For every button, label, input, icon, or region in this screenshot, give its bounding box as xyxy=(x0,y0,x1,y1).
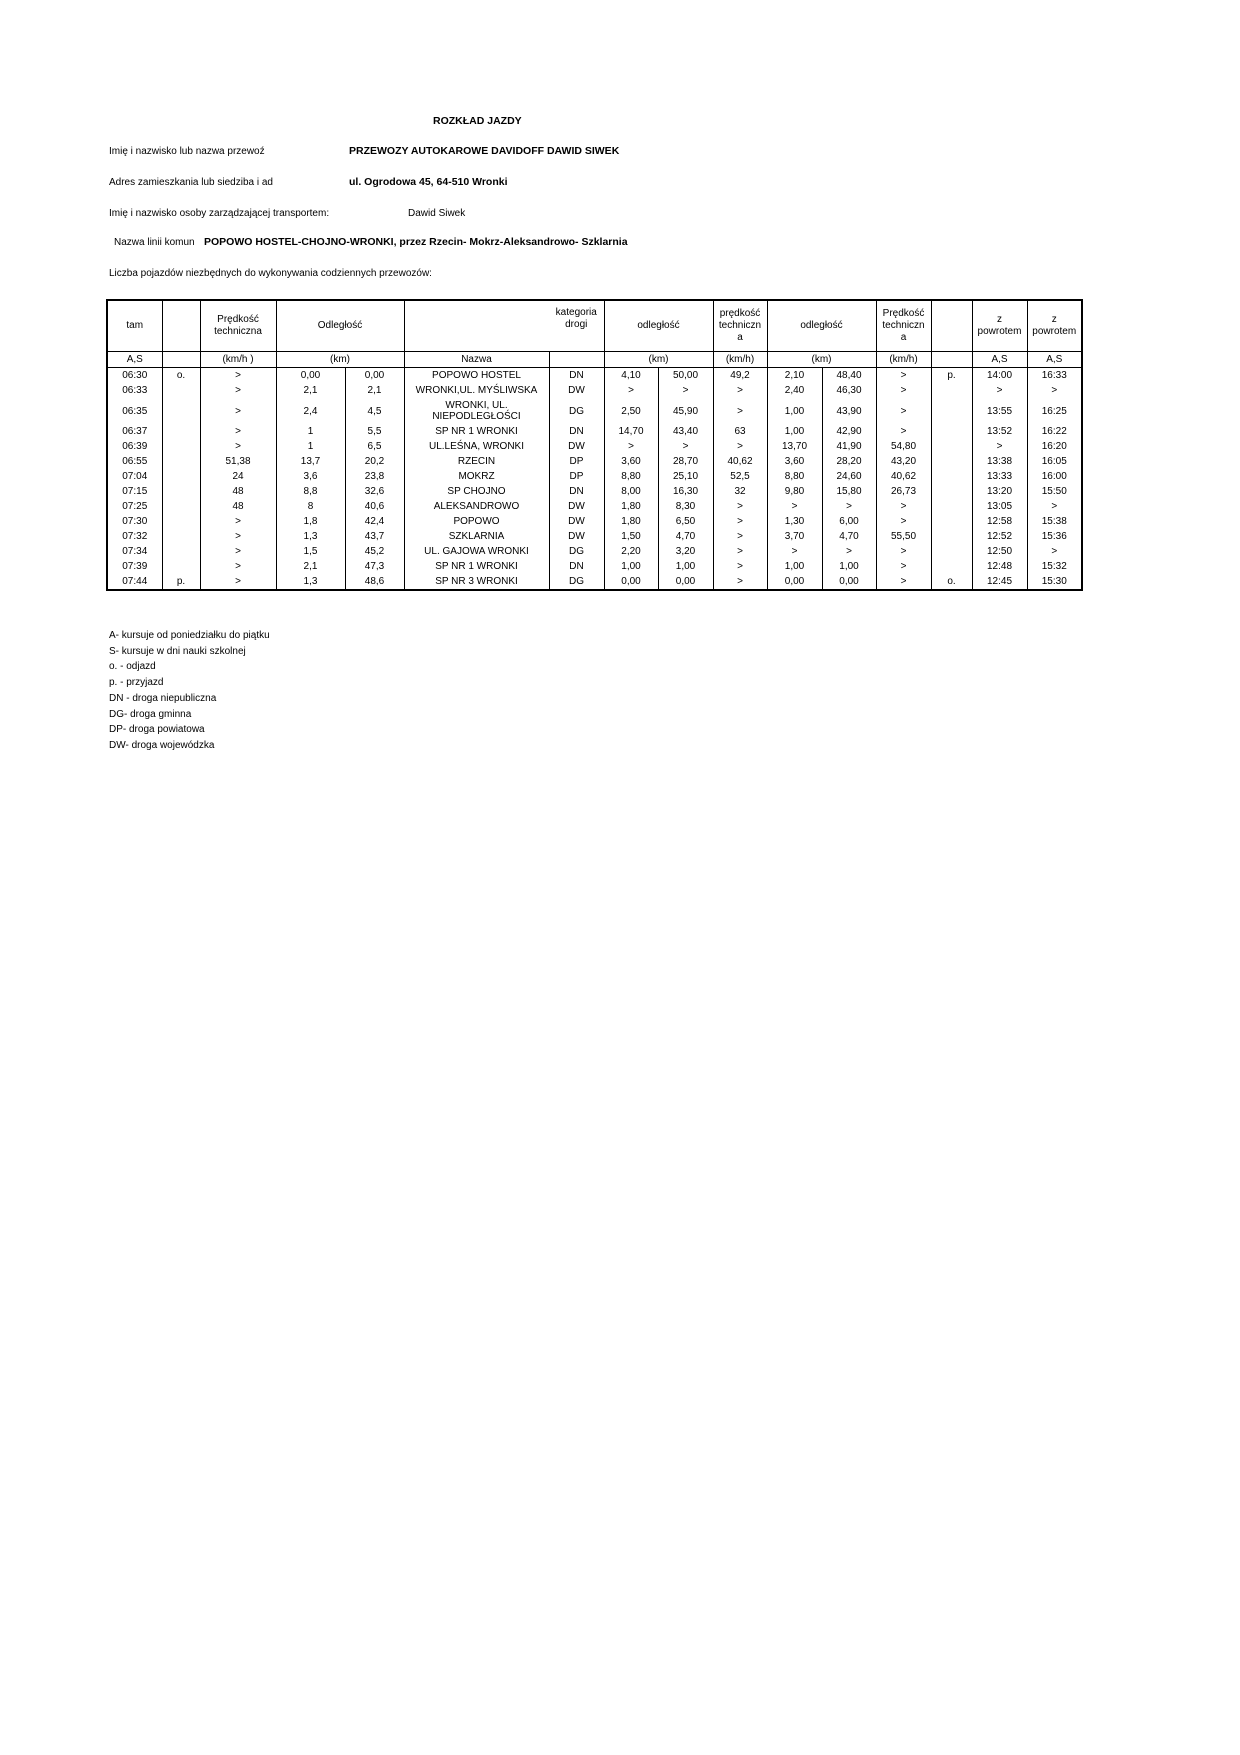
cumulative-distance-1: 40,6 xyxy=(345,499,404,514)
return-time-2: 16:33 xyxy=(1027,368,1082,384)
col-speed-2: prędkość techniczn a xyxy=(713,300,767,352)
legend-item: DP- droga powiatowa xyxy=(109,724,205,736)
address-label: Adres zamieszkania lub siedziba i ad xyxy=(109,177,273,188)
unit-blank-1 xyxy=(162,352,200,368)
segment-distance-3: > xyxy=(767,499,822,514)
segment-distance-1: 1 xyxy=(276,439,345,454)
segment-distance-1: 2,4 xyxy=(276,398,345,424)
stop-flag-2 xyxy=(931,559,972,574)
table-row xyxy=(107,529,1082,544)
segment-distance-1: 3,6 xyxy=(276,469,345,484)
segment-distance-2: 14,70 xyxy=(604,424,658,439)
timetable xyxy=(106,299,1083,591)
segment-distance-1: 1 xyxy=(276,424,345,439)
speed-1: 48 xyxy=(200,499,276,514)
stop-name: POPOWO xyxy=(404,514,549,529)
segment-distance-3: 1,00 xyxy=(767,398,822,424)
speed-1: > xyxy=(200,424,276,439)
cumulative-distance-3: > xyxy=(822,499,876,514)
stop-flag-1: o. xyxy=(162,368,200,384)
cumulative-distance-3: 28,20 xyxy=(822,454,876,469)
return-time-1: 12:50 xyxy=(972,544,1027,559)
table-row xyxy=(107,559,1082,574)
return-time-2: 15:36 xyxy=(1027,529,1082,544)
stop-flag-2 xyxy=(931,454,972,469)
speed-1: > xyxy=(200,514,276,529)
unit-kmh-2: (km/h) xyxy=(713,352,767,368)
cumulative-distance-1: 5,5 xyxy=(345,424,404,439)
address-row xyxy=(109,177,276,188)
cumulative-distance-1: 43,7 xyxy=(345,529,404,544)
manager-label: Imię i nazwisko osoby zarządzającej transportem: xyxy=(109,208,330,219)
return-time-2: 16:05 xyxy=(1027,454,1082,469)
table-row xyxy=(107,398,1082,424)
cumulative-distance-1: 45,2 xyxy=(345,544,404,559)
speed-1: > xyxy=(200,383,276,398)
road-category: DG xyxy=(549,544,604,559)
col-blank-1 xyxy=(162,300,200,352)
speed-1: 48 xyxy=(200,484,276,499)
cumulative-distance-1: 20,2 xyxy=(345,454,404,469)
return-time-1: 12:48 xyxy=(972,559,1027,574)
road-category: DW xyxy=(549,499,604,514)
departure-time: 07:04 xyxy=(107,469,162,484)
departure-time: 07:34 xyxy=(107,544,162,559)
table-row xyxy=(107,424,1082,439)
departure-time: 06:55 xyxy=(107,454,162,469)
speed-3: > xyxy=(876,544,931,559)
cumulative-distance-3: 48,40 xyxy=(822,368,876,384)
stop-flag-2 xyxy=(931,469,972,484)
table-row xyxy=(107,368,1082,384)
stop-flag-1 xyxy=(162,484,200,499)
departure-time: 06:35 xyxy=(107,398,162,424)
table-row xyxy=(107,499,1082,514)
cumulative-distance-2: 28,70 xyxy=(658,454,713,469)
legend-item: DG- droga gminna xyxy=(109,708,192,720)
speed-1: > xyxy=(200,544,276,559)
speed-3: > xyxy=(876,383,931,398)
header-row-1 xyxy=(107,300,1082,352)
stop-flag-2 xyxy=(931,499,972,514)
cumulative-distance-3: 41,90 xyxy=(822,439,876,454)
segment-distance-3: 8,80 xyxy=(767,469,822,484)
departure-time: 07:30 xyxy=(107,514,162,529)
col-tam: tam xyxy=(107,300,162,352)
speed-3: 43,20 xyxy=(876,454,931,469)
departure-time: 06:30 xyxy=(107,368,162,384)
timetable-body xyxy=(107,368,1082,591)
speed-3: > xyxy=(876,574,931,590)
table-row xyxy=(107,383,1082,398)
manager-value: Dawid Siwek xyxy=(408,208,466,219)
stop-flag-2 xyxy=(931,529,972,544)
return-time-2: 15:30 xyxy=(1027,574,1082,590)
legend xyxy=(109,628,270,754)
return-time-1: 12:45 xyxy=(972,574,1027,590)
table-row xyxy=(107,484,1082,499)
col-return-2: z powrotem xyxy=(1027,300,1082,352)
carrier-row xyxy=(109,146,275,157)
cumulative-distance-2: 43,40 xyxy=(658,424,713,439)
cumulative-distance-2: 45,90 xyxy=(658,398,713,424)
cumulative-distance-2: 8,30 xyxy=(658,499,713,514)
stop-flag-1 xyxy=(162,469,200,484)
departure-time: 06:39 xyxy=(107,439,162,454)
road-category: DN xyxy=(549,424,604,439)
cumulative-distance-1: 23,8 xyxy=(345,469,404,484)
road-category: DW xyxy=(549,514,604,529)
return-time-1: 14:00 xyxy=(972,368,1027,384)
legend-item: p. - przyjazd xyxy=(109,677,164,689)
return-time-1: 12:58 xyxy=(972,514,1027,529)
unit-as-1: A,S xyxy=(107,352,162,368)
document-title: ROZKŁAD JAZDY xyxy=(433,115,522,127)
cumulative-distance-2: > xyxy=(658,383,713,398)
road-category: DW xyxy=(549,529,604,544)
stop-name: UL. GAJOWA WRONKI xyxy=(404,544,549,559)
segment-distance-1: 13,7 xyxy=(276,454,345,469)
return-time-2: 16:25 xyxy=(1027,398,1082,424)
speed-2: 40,62 xyxy=(713,454,767,469)
stop-flag-2 xyxy=(931,398,972,424)
col-speed-3: Prędkość techniczn a xyxy=(876,300,931,352)
stop-flag-1 xyxy=(162,454,200,469)
line-row xyxy=(114,237,202,248)
segment-distance-3: 3,70 xyxy=(767,529,822,544)
cumulative-distance-3: 43,90 xyxy=(822,398,876,424)
segment-distance-2: 1,80 xyxy=(604,514,658,529)
cumulative-distance-1: 47,3 xyxy=(345,559,404,574)
col-name-blank xyxy=(404,300,549,352)
segment-distance-3: > xyxy=(767,544,822,559)
carrier-value: PRZEWOZY AUTOKAROWE DAVIDOFF DAWID SIWEK xyxy=(349,145,620,157)
cumulative-distance-2: > xyxy=(658,439,713,454)
speed-1: 24 xyxy=(200,469,276,484)
return-time-2: 16:00 xyxy=(1027,469,1082,484)
departure-time: 07:32 xyxy=(107,529,162,544)
return-time-1: 13:38 xyxy=(972,454,1027,469)
stop-flag-2 xyxy=(931,514,972,529)
cumulative-distance-3: 46,30 xyxy=(822,383,876,398)
unit-kmh-3: (km/h) xyxy=(876,352,931,368)
unit-km-2: (km) xyxy=(604,352,713,368)
departure-time: 07:15 xyxy=(107,484,162,499)
return-time-2: 15:38 xyxy=(1027,514,1082,529)
departure-time: 06:33 xyxy=(107,383,162,398)
segment-distance-1: 1,8 xyxy=(276,514,345,529)
segment-distance-2: 8,00 xyxy=(604,484,658,499)
segment-distance-3: 13,70 xyxy=(767,439,822,454)
speed-3: > xyxy=(876,499,931,514)
col-distance-3: odległość xyxy=(767,300,876,352)
speed-3: 26,73 xyxy=(876,484,931,499)
segment-distance-2: 3,60 xyxy=(604,454,658,469)
segment-distance-1: 1,5 xyxy=(276,544,345,559)
table-row xyxy=(107,469,1082,484)
segment-distance-2: 2,20 xyxy=(604,544,658,559)
legend-item: DW- droga wojewódzka xyxy=(109,739,215,751)
speed-1: > xyxy=(200,398,276,424)
speed-3: > xyxy=(876,514,931,529)
segment-distance-2: 8,80 xyxy=(604,469,658,484)
cumulative-distance-1: 0,00 xyxy=(345,368,404,384)
segment-distance-3: 1,30 xyxy=(767,514,822,529)
departure-time: 07:39 xyxy=(107,559,162,574)
cumulative-distance-2: 3,20 xyxy=(658,544,713,559)
speed-2: > xyxy=(713,544,767,559)
segment-distance-2: 1,00 xyxy=(604,559,658,574)
cumulative-distance-1: 42,4 xyxy=(345,514,404,529)
stop-flag-1 xyxy=(162,529,200,544)
stop-name: RZECIN xyxy=(404,454,549,469)
road-category: DG xyxy=(549,574,604,590)
unit-km-1: (km) xyxy=(276,352,404,368)
speed-2: > xyxy=(713,499,767,514)
return-time-1: 13:55 xyxy=(972,398,1027,424)
road-category: DW xyxy=(549,439,604,454)
segment-distance-2: 1,50 xyxy=(604,529,658,544)
speed-2: > xyxy=(713,574,767,590)
return-time-2: 16:20 xyxy=(1027,439,1082,454)
stop-name: POPOWO HOSTEL xyxy=(404,368,549,384)
road-category: DP xyxy=(549,469,604,484)
speed-2: > xyxy=(713,439,767,454)
departure-time: 07:44 xyxy=(107,574,162,590)
road-category: DN xyxy=(549,559,604,574)
cumulative-distance-2: 4,70 xyxy=(658,529,713,544)
segment-distance-3: 1,00 xyxy=(767,424,822,439)
cumulative-distance-1: 32,6 xyxy=(345,484,404,499)
cumulative-distance-3: 1,00 xyxy=(822,559,876,574)
stop-flag-2 xyxy=(931,424,972,439)
return-time-1: 13:52 xyxy=(972,424,1027,439)
segment-distance-1: 8,8 xyxy=(276,484,345,499)
line-label: Nazwa linii komun xyxy=(114,237,195,248)
departure-time: 07:25 xyxy=(107,499,162,514)
segment-distance-2: 1,80 xyxy=(604,499,658,514)
cumulative-distance-1: 48,6 xyxy=(345,574,404,590)
cumulative-distance-3: 6,00 xyxy=(822,514,876,529)
cumulative-distance-2: 25,10 xyxy=(658,469,713,484)
stop-name: MOKRZ xyxy=(404,469,549,484)
vehicles-label: Liczba pojazdów niezbędnych do wykonywania codziennych przewozów: xyxy=(109,268,432,279)
stop-flag-2 xyxy=(931,544,972,559)
legend-item: S- kursuje w dni nauki szkolnej xyxy=(109,645,246,657)
stop-flag-2: o. xyxy=(931,574,972,590)
header-row-2 xyxy=(107,352,1082,368)
stop-flag-1 xyxy=(162,544,200,559)
speed-3: > xyxy=(876,559,931,574)
speed-3: 40,62 xyxy=(876,469,931,484)
stop-name: UL.LEŚNA, WRONKI xyxy=(404,439,549,454)
return-time-2: > xyxy=(1027,499,1082,514)
segment-distance-2: > xyxy=(604,383,658,398)
return-time-1: > xyxy=(972,439,1027,454)
speed-3: 55,50 xyxy=(876,529,931,544)
unit-blank-2 xyxy=(931,352,972,368)
cumulative-distance-3: > xyxy=(822,544,876,559)
cumulative-distance-2: 1,00 xyxy=(658,559,713,574)
stop-name: ALEKSANDROWO xyxy=(404,499,549,514)
return-time-2: > xyxy=(1027,544,1082,559)
return-time-1: 12:52 xyxy=(972,529,1027,544)
stop-name: SZKLARNIA xyxy=(404,529,549,544)
cumulative-distance-3: 0,00 xyxy=(822,574,876,590)
road-category: DP xyxy=(549,454,604,469)
speed-3: > xyxy=(876,424,931,439)
departure-time: 06:37 xyxy=(107,424,162,439)
road-category: DG xyxy=(549,398,604,424)
segment-distance-2: > xyxy=(604,439,658,454)
unit-blank-cat xyxy=(549,352,604,368)
line-value: POPOWO HOSTEL-CHOJNO-WRONKI, przez Rzecin- Mokrz-Aleksandrowo- Szklarnia xyxy=(204,236,628,248)
unit-as-2: A,S xyxy=(972,352,1027,368)
cumulative-distance-1: 6,5 xyxy=(345,439,404,454)
col-distance-1: Odległość xyxy=(276,300,404,352)
speed-1: > xyxy=(200,559,276,574)
cumulative-distance-3: 24,60 xyxy=(822,469,876,484)
stop-name: SP NR 3 WRONKI xyxy=(404,574,549,590)
cumulative-distance-2: 16,30 xyxy=(658,484,713,499)
col-return-1: z powrotem xyxy=(972,300,1027,352)
legend-item: o. - odjazd xyxy=(109,661,156,673)
stop-name: WRONKI, UL. NIEPODLEGŁOŚCI xyxy=(404,398,549,424)
speed-2: > xyxy=(713,559,767,574)
segment-distance-2: 4,10 xyxy=(604,368,658,384)
segment-distance-3: 1,00 xyxy=(767,559,822,574)
table-row xyxy=(107,454,1082,469)
return-time-2: 15:32 xyxy=(1027,559,1082,574)
road-category: DN xyxy=(549,368,604,384)
legend-item: DN - droga niepubliczna xyxy=(109,692,217,704)
unit-kmh-1: (km/h ) xyxy=(200,352,276,368)
stop-flag-2 xyxy=(931,383,972,398)
segment-distance-3: 2,40 xyxy=(767,383,822,398)
return-time-2: > xyxy=(1027,383,1082,398)
stop-name: SP CHOJNO xyxy=(404,484,549,499)
cumulative-distance-3: 42,90 xyxy=(822,424,876,439)
speed-2: 52,5 xyxy=(713,469,767,484)
speed-2: 32 xyxy=(713,484,767,499)
stop-flag-1 xyxy=(162,383,200,398)
col-blank-2 xyxy=(931,300,972,352)
speed-2: > xyxy=(713,529,767,544)
speed-3: > xyxy=(876,368,931,384)
unit-km-3: (km) xyxy=(767,352,876,368)
return-time-2: 15:50 xyxy=(1027,484,1082,499)
stop-flag-1 xyxy=(162,398,200,424)
stop-flag-2 xyxy=(931,439,972,454)
segment-distance-3: 3,60 xyxy=(767,454,822,469)
stop-flag-1 xyxy=(162,499,200,514)
table-row xyxy=(107,439,1082,454)
table-row xyxy=(107,544,1082,559)
speed-3: 54,80 xyxy=(876,439,931,454)
segment-distance-1: 1,3 xyxy=(276,574,345,590)
carrier-label: Imię i nazwisko lub nazwa przewoź xyxy=(109,146,265,157)
road-category: DN xyxy=(549,484,604,499)
speed-1: > xyxy=(200,439,276,454)
speed-2: > xyxy=(713,514,767,529)
stop-flag-2: p. xyxy=(931,368,972,384)
segment-distance-3: 0,00 xyxy=(767,574,822,590)
table-row xyxy=(107,574,1082,590)
return-time-1: 13:33 xyxy=(972,469,1027,484)
stop-flag-1 xyxy=(162,439,200,454)
speed-1: > xyxy=(200,368,276,384)
cumulative-distance-3: 15,80 xyxy=(822,484,876,499)
unit-nazwa: Nazwa xyxy=(404,352,549,368)
unit-as-3: A,S xyxy=(1027,352,1082,368)
speed-2: 49,2 xyxy=(713,368,767,384)
cumulative-distance-1: 2,1 xyxy=(345,383,404,398)
return-time-1: 13:05 xyxy=(972,499,1027,514)
speed-2: 63 xyxy=(713,424,767,439)
segment-distance-2: 0,00 xyxy=(604,574,658,590)
cumulative-distance-2: 6,50 xyxy=(658,514,713,529)
speed-1: 51,38 xyxy=(200,454,276,469)
table-row xyxy=(107,514,1082,529)
segment-distance-3: 9,80 xyxy=(767,484,822,499)
address-value: ul. Ogrodowa 45, 64-510 Wronki xyxy=(349,176,508,188)
speed-1: > xyxy=(200,529,276,544)
return-time-2: 16:22 xyxy=(1027,424,1082,439)
return-time-1: 13:20 xyxy=(972,484,1027,499)
road-category: DW xyxy=(549,383,604,398)
segment-distance-1: 1,3 xyxy=(276,529,345,544)
segment-distance-3: 2,10 xyxy=(767,368,822,384)
cumulative-distance-2: 0,00 xyxy=(658,574,713,590)
segment-distance-2: 2,50 xyxy=(604,398,658,424)
stop-name: SP NR 1 WRONKI xyxy=(404,559,549,574)
speed-1: > xyxy=(200,574,276,590)
cumulative-distance-3: 4,70 xyxy=(822,529,876,544)
stop-flag-2 xyxy=(931,484,972,499)
stop-flag-1 xyxy=(162,514,200,529)
speed-2: > xyxy=(713,398,767,424)
segment-distance-1: 0,00 xyxy=(276,368,345,384)
segment-distance-1: 2,1 xyxy=(276,383,345,398)
stop-flag-1 xyxy=(162,424,200,439)
stop-flag-1: p. xyxy=(162,574,200,590)
col-distance-2: odległość xyxy=(604,300,713,352)
stop-name: SP NR 1 WRONKI xyxy=(404,424,549,439)
return-time-1: > xyxy=(972,383,1027,398)
stop-name: WRONKI,UL. MYŚLIWSKA xyxy=(404,383,549,398)
cumulative-distance-2: 50,00 xyxy=(658,368,713,384)
segment-distance-1: 8 xyxy=(276,499,345,514)
stop-flag-1 xyxy=(162,559,200,574)
legend-item: A- kursuje od poniedziałku do piątku xyxy=(109,630,270,641)
col-road-category: kategoria drogi xyxy=(549,300,604,352)
col-speed-1: Prędkość techniczna xyxy=(200,300,276,352)
cumulative-distance-1: 4,5 xyxy=(345,398,404,424)
speed-3: > xyxy=(876,398,931,424)
speed-2: > xyxy=(713,383,767,398)
segment-distance-1: 2,1 xyxy=(276,559,345,574)
